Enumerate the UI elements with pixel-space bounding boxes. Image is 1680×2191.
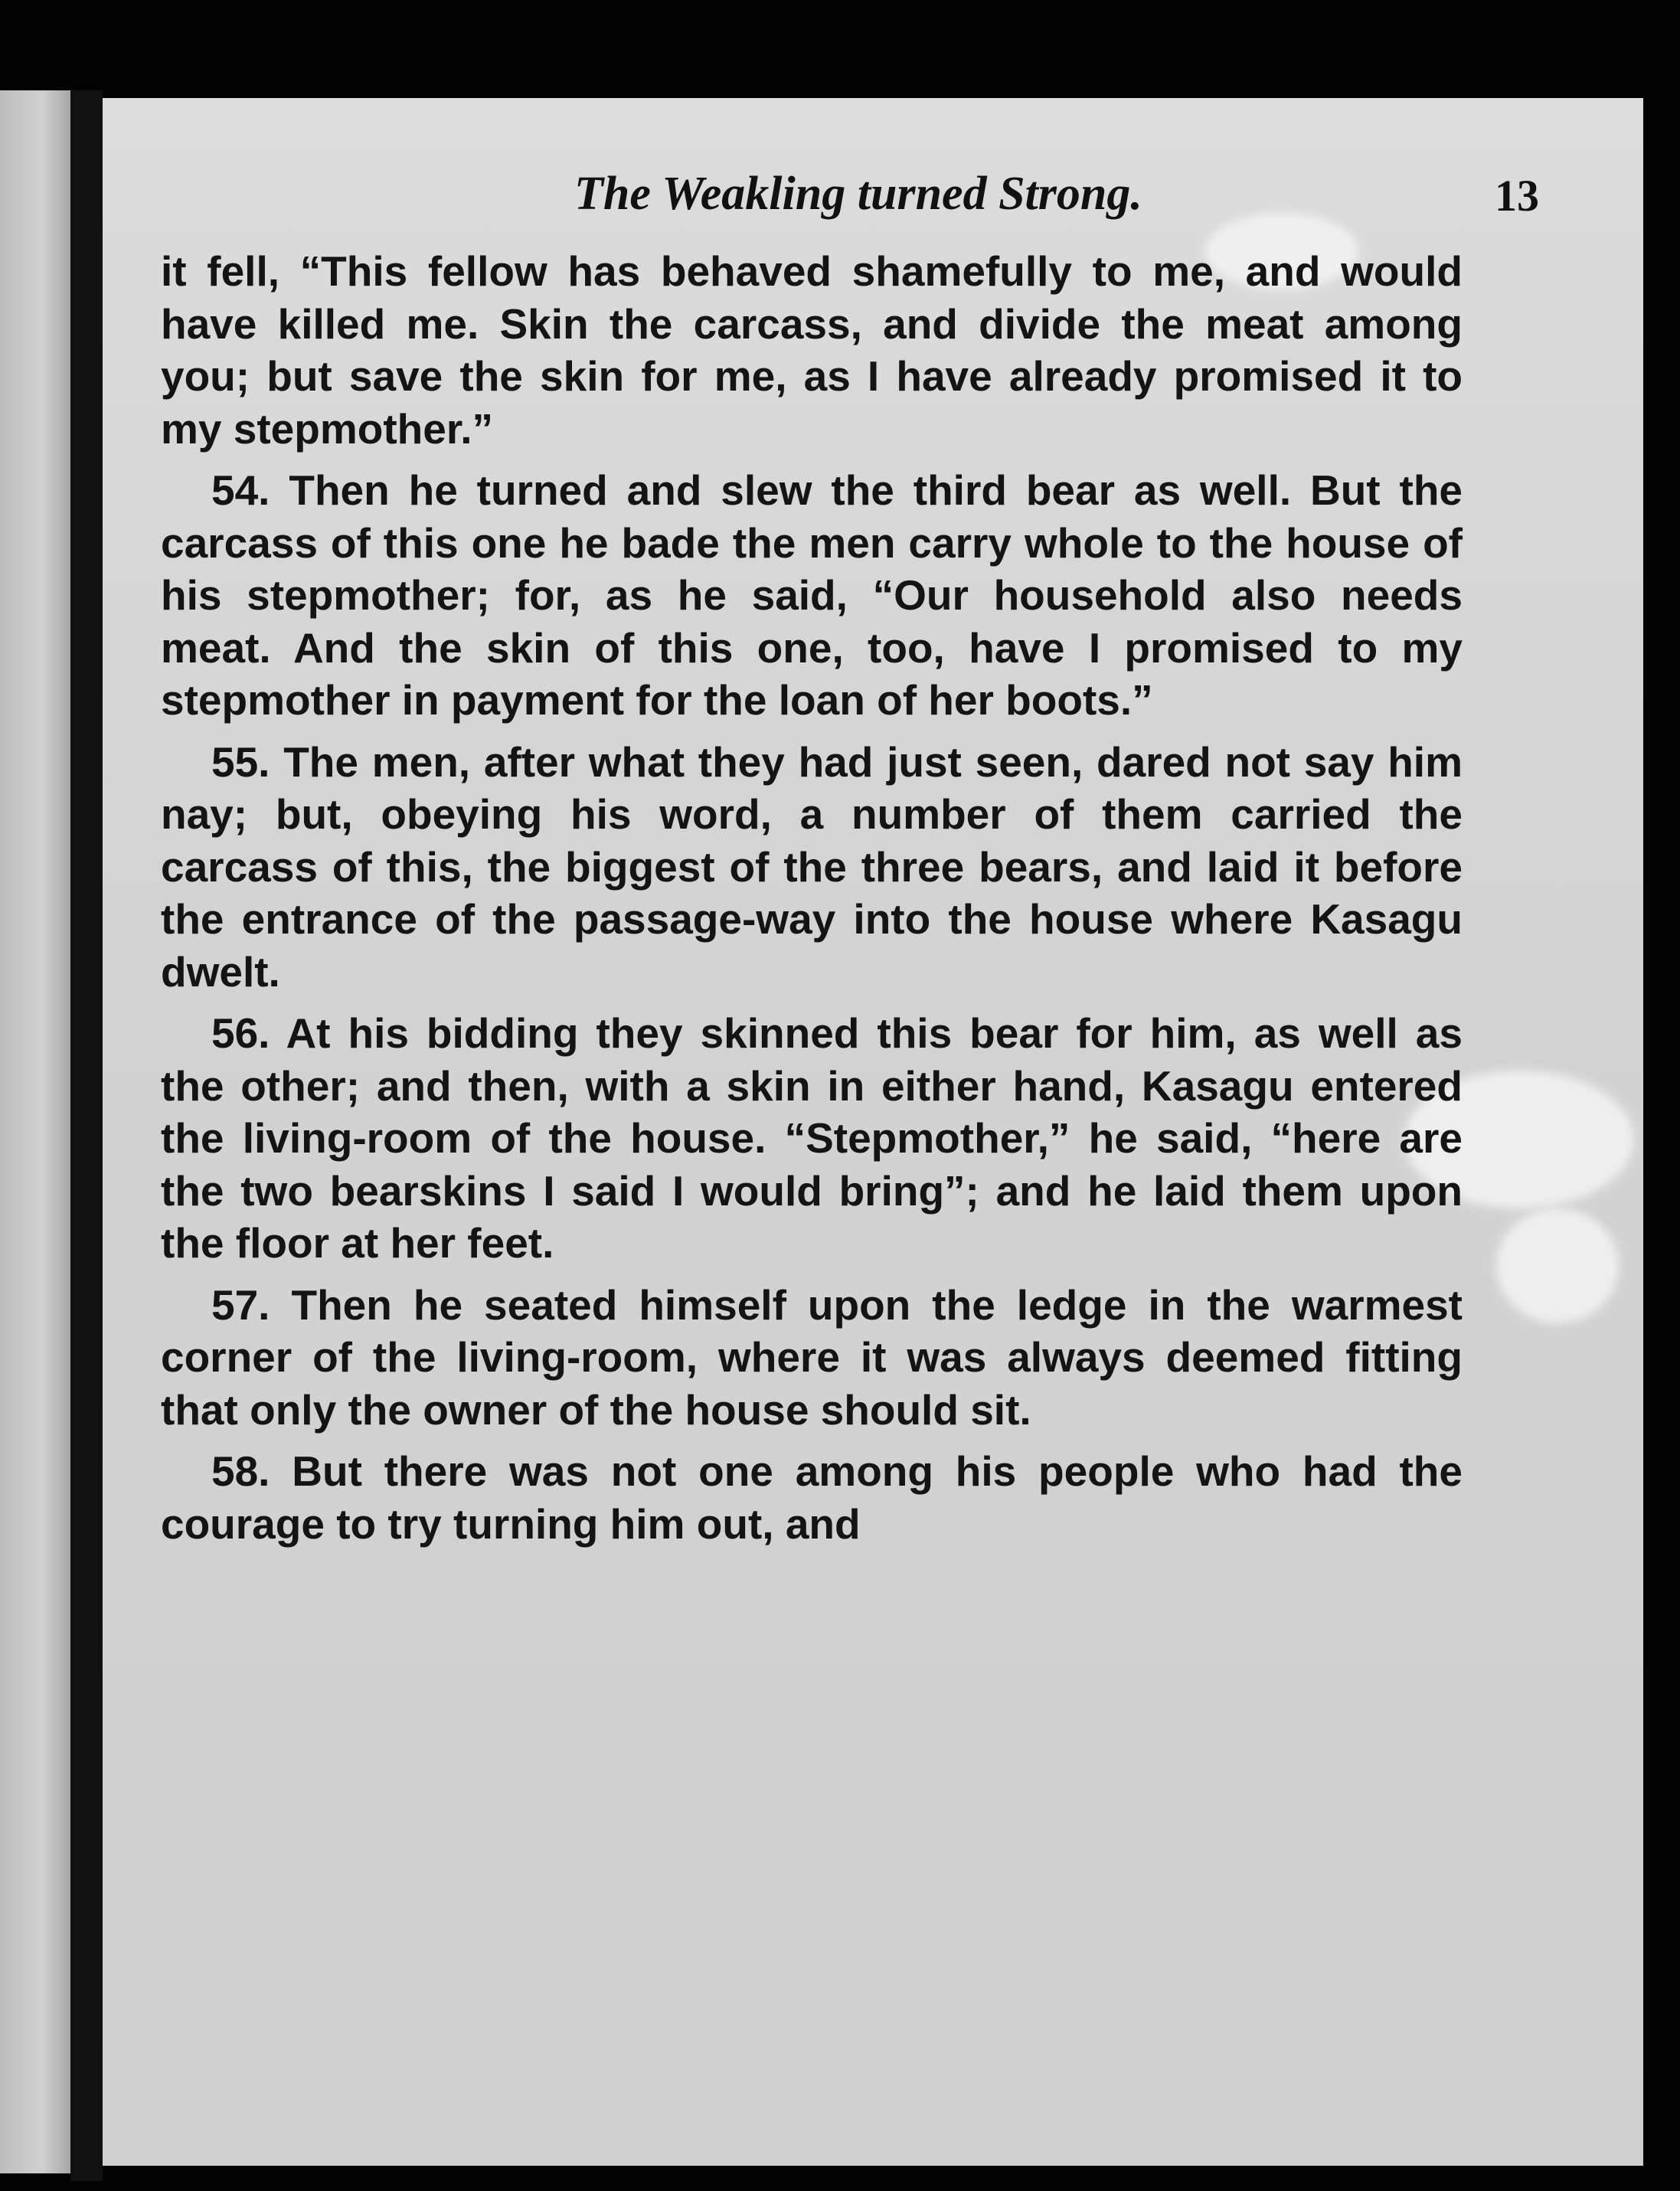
paragraph	[161, 1445, 1463, 1550]
paragraph-number: 58.	[211, 1447, 270, 1495]
paragraph-number: 55.	[211, 737, 270, 786]
paragraph	[161, 1279, 1463, 1437]
paragraph	[161, 245, 1463, 455]
running-head	[490, 167, 1547, 228]
page-number: 13	[1495, 171, 1539, 221]
facing-page-edge	[0, 90, 70, 2173]
paragraph	[161, 736, 1463, 999]
paragraph	[161, 1007, 1463, 1270]
paragraph-text: it fell, “This fellow has behaved shamefully to me, and would have killed me. Skin the carcass, and divide the meat among you; but save the skin for me, as I have already promised it to my stepmother.”	[161, 247, 1463, 453]
paragraph-text: Then he turned and slew the third bear as well. But the carcass of this one he bade the men carry whole to the house of his stepmother; for, as he said, “Our household also needs meat. And the skin of this one, too, have I promised to my stepmother in payment for the loan of her boots.”	[161, 466, 1463, 724]
paper-stain	[1496, 1208, 1619, 1323]
running-title: The Weakling turned Strong.	[574, 168, 1142, 220]
paragraph-text: At his bidding they skinned this bear for him, as well as the other; and then, with a skin in either hand, Kasagu entered the living-room of the house. “Stepmother,” he said, “here are the two bearskins I said I would bring”; and he laid them upon the floor at her feet.	[161, 1009, 1463, 1267]
paragraph-number: 57.	[211, 1280, 270, 1329]
paragraph-number: 54.	[211, 466, 270, 514]
body-text	[161, 245, 1463, 1559]
paragraph-text: The men, after what they had just seen, dared not say him nay; but, obeying his word, a number of them carried the carcass of this, the biggest of the three bears, and laid it before the entrance of the passage-way into the house where Kasagu dwelt.	[161, 737, 1463, 996]
paragraph-number: 56.	[211, 1009, 270, 1057]
paragraph-text: But there was not one among his people who had the courage to try turning him out, and	[161, 1447, 1463, 1548]
paragraph-text: Then he seated himself upon the ledge in the warmest corner of the living-room, where it was always deemed fitting that only the owner of the house should sit.	[161, 1280, 1463, 1434]
paragraph	[161, 464, 1463, 727]
book-gutter	[70, 90, 103, 2181]
